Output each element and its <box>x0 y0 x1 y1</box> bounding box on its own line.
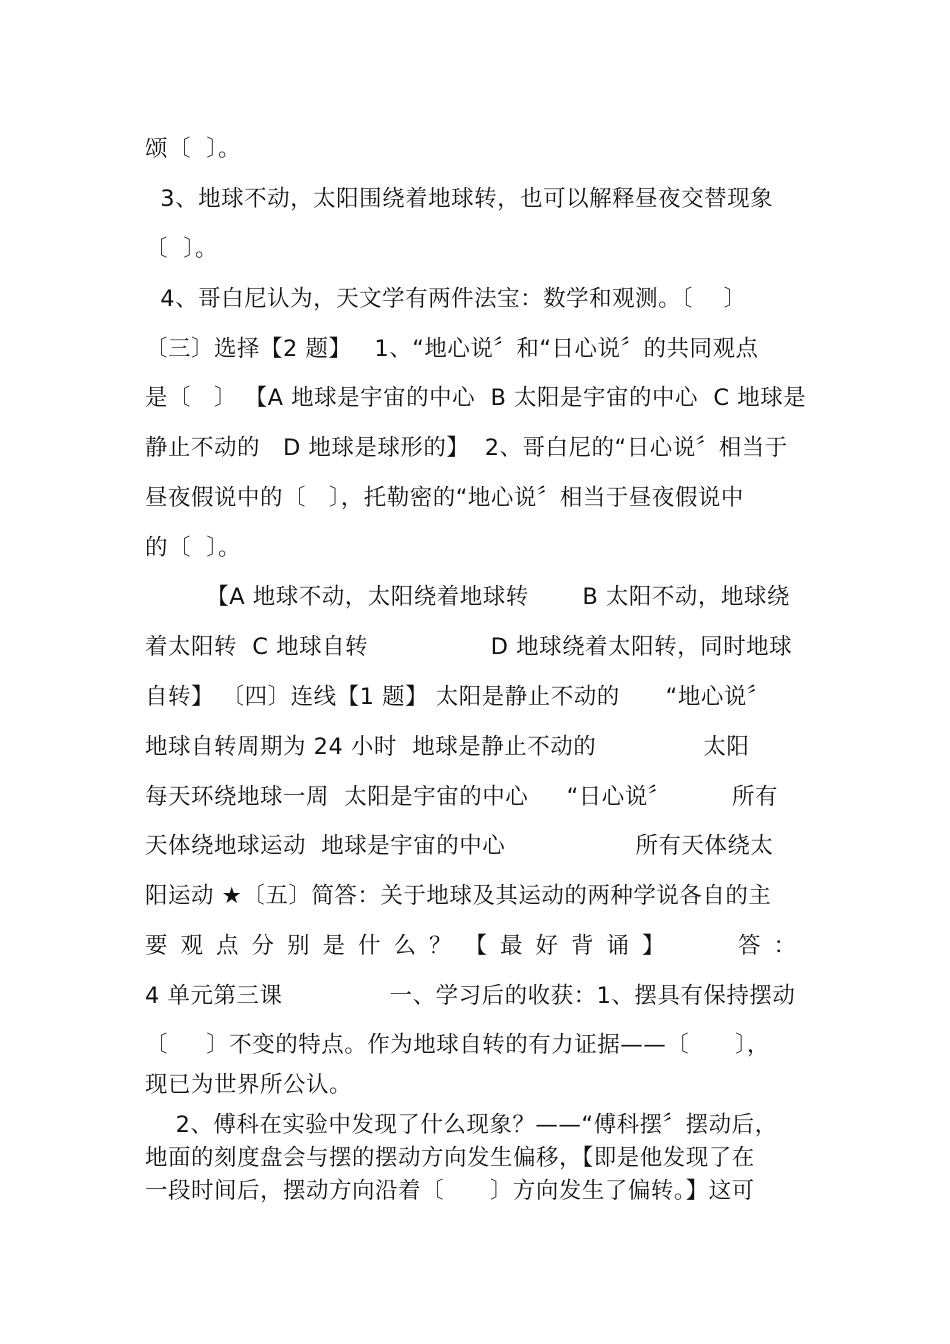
text-line-4: 4、哥白尼认为，天文学有两件法宝：数学和观测。〔 〕 <box>145 286 747 312</box>
text-line-2: 3、地球不动，太阳围绕着地球转，也可以解释昼夜交替现象 <box>145 186 774 212</box>
text-line-7: 静止不动的 D 地球是球形的】 2、哥白尼的“日心说〞相当于 <box>145 435 788 461</box>
text-line-20: 现已为世界所公认。 <box>145 1072 353 1098</box>
text-line-18: 4 单元第三课 一、学习后的收获：1、摆具有保持摆动 <box>145 983 796 1009</box>
text-line-22: 地面的刻度盘会与摆的摆动方向发生偏移，【即是他发现了在 <box>145 1145 755 1171</box>
text-line-16: 阳运动 ★〔五〕简答：关于地球及其运动的两种学说各自的主 <box>145 883 772 909</box>
text-line-3: 〔 〕。 <box>145 236 219 262</box>
text-line-8: 昼夜假说中的〔 〕，托勒密的“地心说〞相当于昼夜假说中 <box>145 485 744 511</box>
text-line-9: 的〔 〕。 <box>145 535 242 561</box>
text-line-12: 自转】 〔四〕连线【1 题】 太阳是静止不动的 “地心说〞 <box>145 684 770 710</box>
text-line-15: 天体绕地球运动 地球是宇宙的中心 所有天体绕太 <box>145 833 774 859</box>
text-line-10: 【A 地球不动，太阳绕着地球转 B 太阳不动，地球绕 <box>145 584 790 610</box>
text-line-21: 2、傅科在实验中发现了什么现象？——“傅科摆〞摆动后， <box>145 1112 778 1138</box>
text-line-19: 〔 〕不变的特点。作为地球自转的有力证据——〔 〕， <box>145 1032 770 1058</box>
text-line-13: 地球自转周期为 24 小时 地球是静止不动的 太阳 <box>145 734 750 760</box>
text-line-1: 颂〔 〕。 <box>145 136 242 162</box>
text-line-17: 要观点分别是什么？【最好背诵】 答： <box>145 933 809 959</box>
text-line-14: 每天环绕地球一周 太阳是宇宙的中心 “日心说〞 所有 <box>145 784 778 810</box>
text-line-5: 〔三〕选择【2 题】 1、“地心说〞和“日心说〞的共同观点 <box>145 336 759 362</box>
text-line-11: 着太阳转 C 地球自转 D 地球绕着太阳转，同时地球 <box>145 634 793 660</box>
text-line-23: 一段时间后，摆动方向沿着〔 〕方向发生了偏转。】这可 <box>145 1178 755 1204</box>
text-line-6: 是〔 〕 【A 地球是宇宙的中心 B 太阳是宇宙的中心 C 地球是 <box>145 385 807 411</box>
